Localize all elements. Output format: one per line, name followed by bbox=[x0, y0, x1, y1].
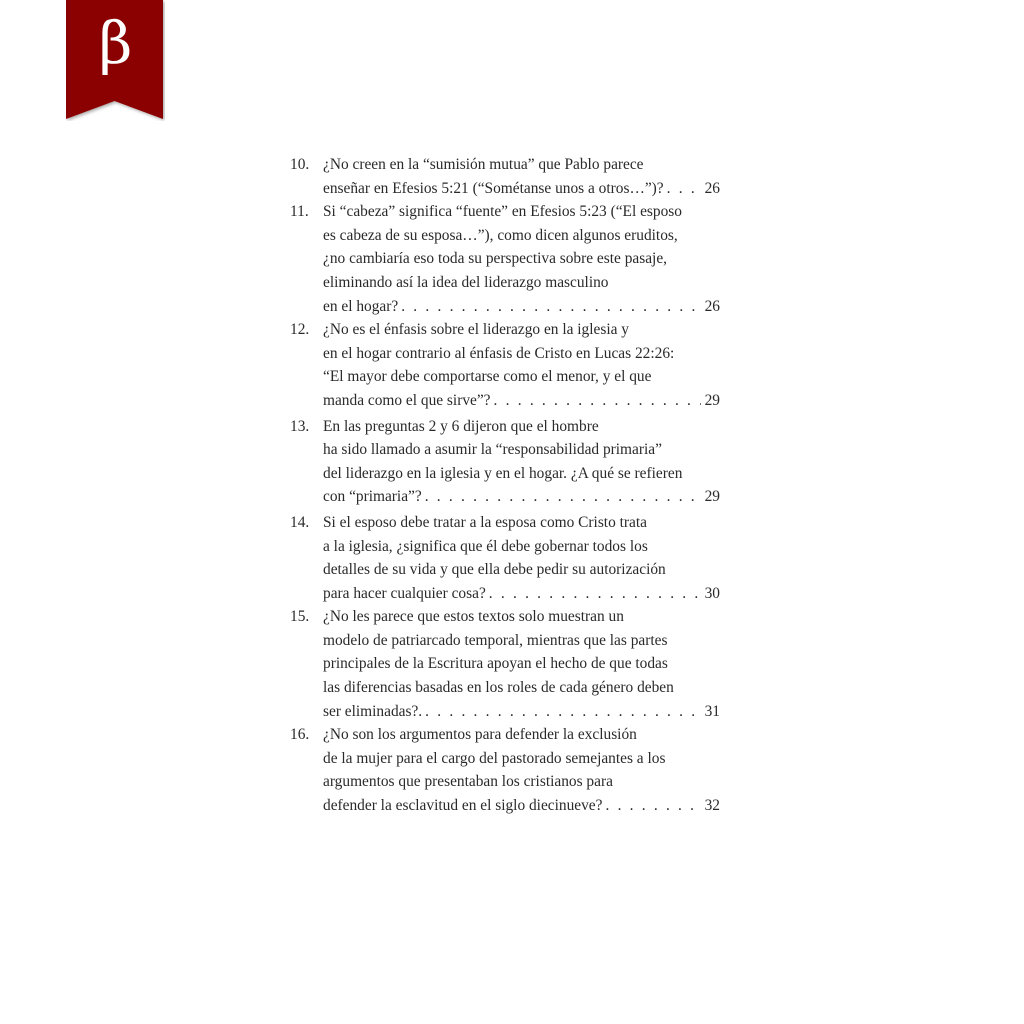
toc-entry-line: manda como el que sirve”? bbox=[323, 391, 491, 409]
toc-entry-last-line bbox=[323, 700, 720, 724]
toc-entry-line: es cabeza de su esposa…”), como dicen algunos eruditos, bbox=[323, 226, 678, 244]
toc-entry-last-line bbox=[323, 389, 720, 413]
toc-entry-last-line bbox=[323, 794, 720, 818]
dot-leader bbox=[422, 485, 701, 509]
toc-entry-line: defender la esclavitud en el siglo diecinueve? bbox=[323, 797, 603, 815]
toc-entry-last-line bbox=[323, 582, 720, 606]
toc-entry-text bbox=[323, 605, 720, 723]
toc-entry-line: ¿No les parece que estos textos solo muestran un bbox=[323, 608, 624, 626]
toc-entry-line: en el hogar? bbox=[323, 297, 399, 315]
toc-entry-number: 16. bbox=[290, 726, 310, 744]
toc-entry-number: 13. bbox=[290, 417, 310, 435]
toc-entry-line: a la iglesia, ¿significa que él debe gobernar todos los bbox=[323, 537, 648, 555]
toc-entry-last-line bbox=[323, 177, 720, 201]
toc-page-number: 26 bbox=[704, 179, 720, 197]
toc-entry-number: 15. bbox=[290, 608, 310, 626]
toc-entry bbox=[290, 200, 720, 318]
toc-entry-line: ¿No son los argumentos para defender la exclusión bbox=[323, 726, 637, 744]
toc-page-number: 29 bbox=[704, 488, 720, 506]
toc-entry-line: Si el esposo debe tratar a la esposa como Cristo trata bbox=[323, 513, 647, 531]
toc-entry bbox=[290, 723, 720, 817]
toc-entry-text bbox=[323, 200, 720, 318]
toc-entry-text bbox=[323, 318, 720, 412]
toc-entry-line: principales de la Escritura apoyan el hecho de que todas bbox=[323, 655, 668, 673]
toc-entry-number: 12. bbox=[290, 321, 310, 339]
toc-entry-line: para hacer cualquier cosa? bbox=[323, 584, 486, 602]
toc-entry-line: ¿no cambiaría eso toda su perspectiva sobre este pasaje, bbox=[323, 250, 668, 268]
dot-leader bbox=[602, 794, 700, 818]
toc-page-number: 32 bbox=[704, 797, 720, 815]
toc-entry bbox=[290, 318, 720, 412]
toc-entry-line: en el hogar contrario al énfasis de Cristo en Lucas 22:26: bbox=[323, 344, 675, 362]
toc-entry-last-line bbox=[323, 485, 720, 509]
toc-entry-line: Si “cabeza” significa “fuente” en Efesios 5:23 (“El esposo bbox=[323, 203, 682, 221]
toc-entry-last-line bbox=[323, 295, 720, 319]
toc-entry-text bbox=[323, 153, 720, 200]
toc-entry-number: 14. bbox=[290, 513, 310, 531]
dot-leader bbox=[422, 700, 700, 724]
toc-entry-line: modelo de patriarcado temporal, mientras que las partes bbox=[323, 631, 668, 649]
toc-entry-line: ¿No creen en la “sumisión mutua” que Pablo parece bbox=[323, 156, 644, 173]
toc-page-number: 30 bbox=[704, 584, 720, 602]
toc-entry-text bbox=[323, 511, 720, 605]
toc-entry-line: las diferencias basadas en los roles de cada género deben bbox=[323, 679, 674, 697]
dot-leader bbox=[491, 389, 701, 413]
toc-entry-line: ¿No es el énfasis sobre el liderazgo en la iglesia y bbox=[323, 321, 629, 339]
toc-entry-line: con “primaria”? bbox=[323, 488, 422, 506]
toc-entry bbox=[290, 605, 720, 723]
dot-leader bbox=[486, 582, 701, 606]
toc-entry-line: En las preguntas 2 y 6 dijeron que el hombre bbox=[323, 417, 599, 435]
toc-entry bbox=[290, 153, 720, 200]
toc-entry bbox=[290, 415, 720, 509]
toc-page-number: 31 bbox=[704, 702, 720, 720]
toc-entry-line: “El mayor debe comportarse como el menor, y el que bbox=[323, 368, 652, 386]
toc-entry-number: 10. bbox=[290, 156, 310, 173]
table-of-contents bbox=[290, 153, 720, 818]
beta-logo-glyph: β bbox=[98, 9, 133, 77]
toc-entry-line: enseñar en Efesios 5:21 (“Sométanse unos a otros…”)? bbox=[323, 179, 664, 197]
toc-entry-line: argumentos que presentaban los cristianos para bbox=[323, 773, 613, 791]
toc-entry-line: eliminando así la idea del liderazgo masculino bbox=[323, 273, 609, 291]
publisher-bookmark-logo bbox=[66, 0, 165, 121]
toc-page-number: 29 bbox=[704, 391, 720, 409]
dot-leader bbox=[664, 177, 701, 201]
toc-entry-line: detalles de su vida y que ella debe pedir su autorización bbox=[323, 561, 666, 579]
toc-entry-line: del liderazgo en la iglesia y en el hogar. ¿A qué se refieren bbox=[323, 464, 683, 482]
toc-entry-number: 11. bbox=[290, 203, 309, 221]
toc-page-number: 26 bbox=[704, 297, 720, 315]
dot-leader bbox=[398, 295, 700, 319]
toc-entry-line: ser eliminadas?. bbox=[323, 702, 423, 720]
toc-entry-line: ha sido llamado a asumir la “responsabilidad primaria” bbox=[323, 441, 662, 459]
toc-entry bbox=[290, 511, 720, 605]
toc-entry-text bbox=[323, 415, 720, 509]
toc-entry-line: de la mujer para el cargo del pastorado semejantes a los bbox=[323, 749, 666, 767]
toc-entry-text bbox=[323, 723, 720, 817]
